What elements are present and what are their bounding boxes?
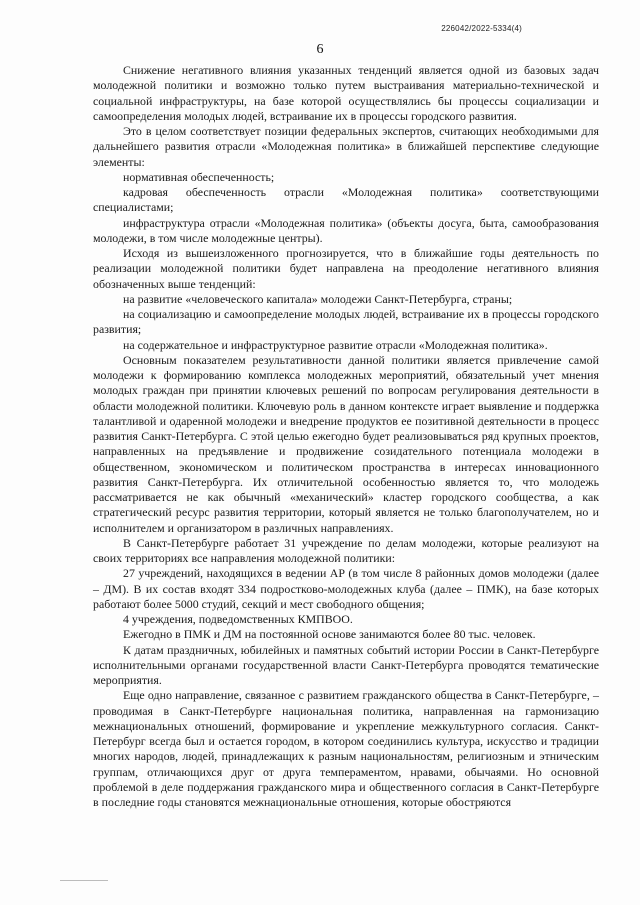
list-item: на содержательное и инфраструктурное развитие отрасли «Молодежная политика». [123, 337, 548, 352]
list-item: на развитие «человеческого капитала» молодежи Санкт-Петербурга, страны; [123, 291, 513, 306]
paragraph: К датам праздничных, юбилейных и памятных событий истории России в Санкт-Петербурге исполнительными органами государственной власти Санкт-Петербурга проводятся тематические мероприятия. [93, 642, 599, 687]
page-number: 6 [316, 42, 324, 57]
paragraph: Снижение негативного влияния указанных тенденций является одной из базовых задач молодежной политики и возможно только путем выстраивания материально-технической и социальной инфраструктуры, на базе которой осуществлялись бы процессы социализации и самоопределения молодых людей, встраивание их в процессы городского развития. [93, 63, 599, 123]
paragraph: Это в целом соответствует позиции федеральных экспертов, считающих необходимыми для дальнейшего развития отрасли «Молодежная политика» в ближайшей перспективе следующие элементы: [93, 124, 599, 169]
paragraph: Основным показателем результативности данной политики является привлечение самой молодежи к формированию комплекса молодежных мероприятий, обязательный учет мнения молодых граждан при принятии ключевых решений по вопросам регулирования деятельности в области молодежной политики. Ключевую роль в данном контексте играет выявление и поддержка талантливой и одаренной молодежи и внедрение продуктов ее позитивной деятельности в процесс развития Санкт-Петербурга. С этой целью ежегодно будет реализовываться ряд крупных проектов, направленных на предъявление и продвижение созидательного потенциала молодежи в общественном, экономическом и политическом пространства в интересах инновационного развития Санкт-Петербурга. Их отличительной особенностью является то, что молодежь рассматривается не как обычный «механический» кластер городского сообщества, а как стратегический ресурс развития территории, который является не только благополучателем, но и исполнителем и организатором в различных направлениях. [93, 352, 599, 535]
list-item: на социализацию и самоопределение молодых людей, встраивание их в процессы городского развития; [93, 307, 599, 337]
list-item: 4 учреждения, подведомственных КМПВОО. [123, 612, 353, 626]
document-body [93, 63, 599, 810]
list-item: инфраструктура отрасли «Молодежная политика» (объекты досуга, быта, самообразования молодежи, в том числе молодежные центры). [93, 215, 599, 245]
paragraph: Исходя из вышеизложенного прогнозируется, что в ближайшие годы деятельность по реализации молодежной политики будет направлена на преодоление негативного влияния обозначенных выше тенденций: [93, 246, 599, 291]
list-item: кадровая обеспеченность отрасли «Молодежная политика» соответствующими специалистами; [93, 185, 599, 215]
list-item: 27 учреждений, находящихся в ведении АР (в том числе 8 районных домов молодежи (далее – ДМ). В их состав входят 334 подростково-молодежных клуба (далее – ПМК), на базе которых работают более 5000 студий, секций и мест свободного общения; [93, 566, 599, 611]
paragraph: Ежегодно в ПМК и ДМ на постоянной основе занимаются более 80 тыс. человек. [123, 627, 536, 642]
list-item: нормативная обеспеченность; [123, 169, 275, 184]
paragraph: Еще одно направление, связанное с развитием гражданского общества в Санкт-Петербурге, – проводимая в Санкт-Петербурге национальная политика, направленная на гармонизацию межнациональных отношений, формирование и укрепление межкультурного согласия. Санкт-Петербург всегда был и остается городом, в котором соединились культура, искусство и традиции многих народов, людей, принадлежащих к разным национальностям, религиозным и этническим группам, отличающихся друг от друга темпераментом, нравами, обычаями. Но основной проблемой в деле поддержания гражданского мира и общественного согласия в Санкт-Петербурге в последние годы становятся межнациональные отношения, которые обостряются [93, 688, 599, 809]
document-registration-number: 226042/2022-5334(4) [441, 24, 522, 33]
paragraph: В Санкт-Петербурге работает 31 учреждение по делам молодежи, которые реализуют на своих территориях все направления молодежной политики: [93, 535, 599, 565]
scan-artifact-line [60, 880, 108, 881]
